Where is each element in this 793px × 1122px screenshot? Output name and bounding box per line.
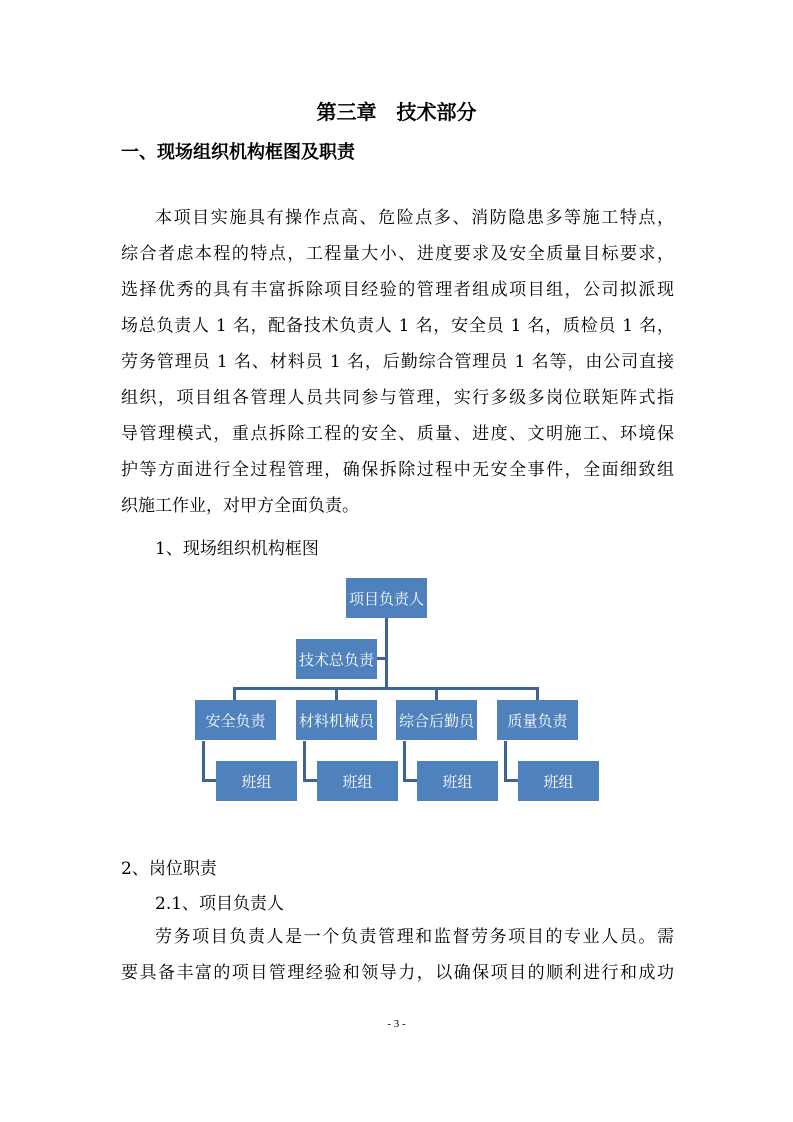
connector — [335, 687, 338, 700]
connector — [202, 741, 205, 782]
paragraph-line: 劳务管理员 1 名、材料员 1 名，后勤综合管理员 1 名等，由公司直接 — [121, 352, 674, 372]
org-node-tech-lead: 技术总负责 — [296, 639, 377, 679]
org-node-team: 班组 — [216, 761, 297, 801]
paragraph-line: 选择优秀的具有丰富拆除项目经验的管理者组成项目组，公司拟派现 — [121, 280, 674, 300]
connector — [403, 779, 417, 782]
org-node-team: 班组 — [518, 761, 599, 801]
org-node-team: 班组 — [417, 761, 498, 801]
connector — [403, 741, 406, 782]
connector — [233, 687, 236, 700]
connector — [377, 657, 386, 660]
connector — [536, 687, 539, 700]
paragraph-line: 导管理模式，重点拆除工程的安全、质量、进度、文明施工、环境保 — [121, 424, 674, 444]
page-number: - 3 - — [387, 1018, 406, 1030]
paragraph-line: 本项目实施具有操作点高、危险点多、消防隐患多等施工特点， — [155, 208, 674, 228]
connector — [504, 779, 518, 782]
org-node-team: 班组 — [317, 761, 398, 801]
section-heading: 一、现场组织机构框图及职责 — [121, 142, 355, 163]
paragraph-line: 组织，项目组各管理人员共同参与管理，实行多级多岗位联矩阵式指 — [121, 388, 674, 408]
paragraph-line: 要具备丰富的项目管理经验和领导力，以确保项目的顺利进行和成功 — [121, 963, 674, 983]
connector — [303, 741, 306, 782]
paragraph-line: 劳务项目负责人是一个负责管理和监督劳务项目的专业人员。需 — [155, 927, 674, 947]
paragraph-line: 护等方面进行全过程管理，确保拆除过程中无安全事件，全面细致组 — [121, 460, 674, 480]
connector — [233, 687, 539, 690]
connector — [385, 618, 388, 689]
connector — [504, 741, 507, 782]
subheading-org-chart: 1、现场组织机构框图 — [155, 539, 319, 559]
paragraph-line: 织施工作业，对甲方全面负责。 — [121, 496, 359, 516]
org-node-materials: 材料机械员 — [296, 700, 377, 740]
chapter-title: 第三章 技术部分 — [316, 100, 477, 124]
org-node-project-lead: 项目负责人 — [346, 578, 427, 618]
paragraph-line: 场总负责人 1 名，配备技术负责人 1 名，安全员 1 名，质检员 1 名， — [121, 316, 674, 336]
subheading-duties: 2、岗位职责 — [121, 859, 217, 879]
paragraph-line: 综合者虑本程的特点，工程量大小、进度要求及安全质量目标要求， — [121, 244, 674, 264]
connector — [303, 779, 317, 782]
org-node-logistics: 综合后勤员 — [396, 700, 477, 740]
subheading-project-lead: 2.1、项目负责人 — [155, 894, 285, 914]
org-node-safety: 安全负责 — [195, 700, 276, 740]
connector — [435, 687, 438, 700]
connector — [202, 779, 216, 782]
org-node-quality: 质量负责 — [497, 700, 578, 740]
